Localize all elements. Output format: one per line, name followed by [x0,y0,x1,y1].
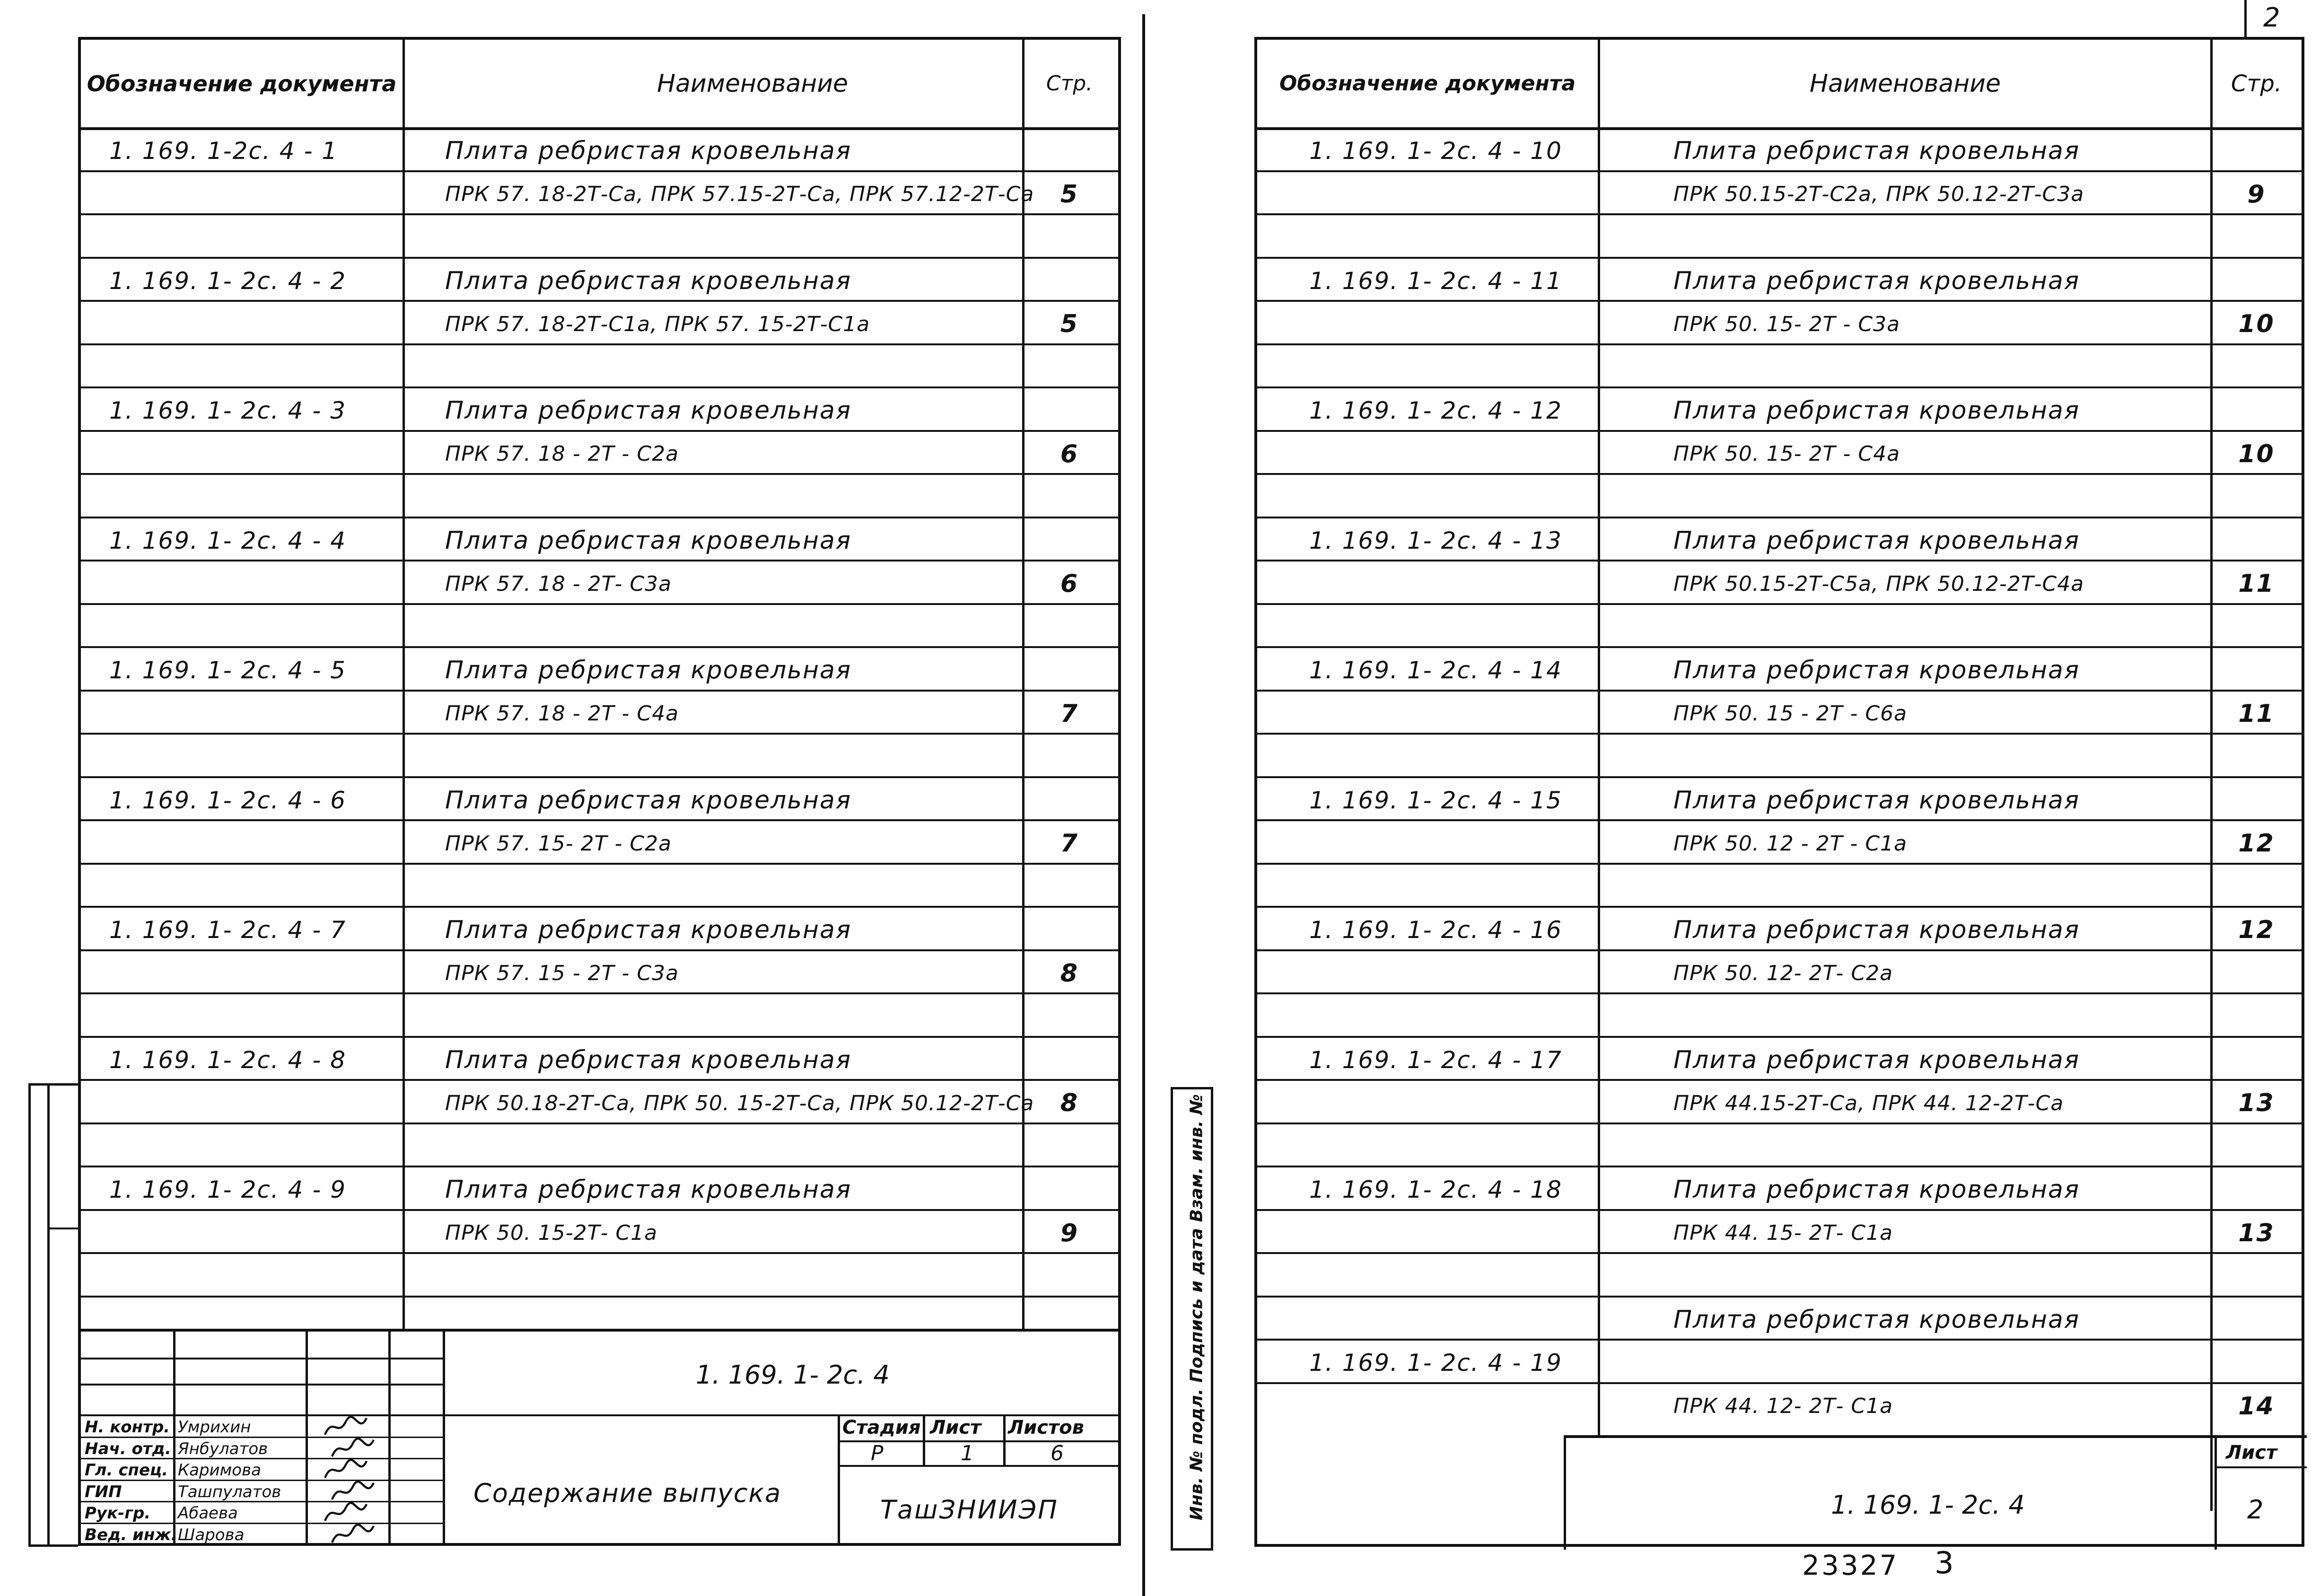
signatory-role: Гл. спец. [85,1461,168,1480]
row-rule [81,386,1118,388]
row-rule [1257,1122,2302,1124]
row-items: ПРК 50. 15 - 2Т - С6а [1673,702,1908,726]
row-code: 1. 169. 1- 2с. 4 - 9 [109,1176,347,1203]
row-page: 8 [1060,1089,1079,1117]
row-title: Плита ребристая кровельная [445,916,852,944]
tb-row-2 [81,1384,443,1386]
row-rule [1257,213,2302,215]
footer-page: 3 [1935,1546,1954,1581]
row-page: 11 [2238,570,2275,598]
row-rule [81,733,1118,735]
footer-number: 23327 [1802,1549,1899,1581]
row-items: ПРК 50.15-2Т-С5а, ПРК 50.12-2Т-С4а [1673,571,2084,596]
row-page: 6 [1060,439,1079,468]
row-title: Плита ребристая кровельная [445,1175,852,1204]
row-rule [81,1296,1118,1298]
row-rule [81,1122,1118,1124]
col-divider-1 [403,40,405,1329]
row-page: 10 [2238,439,2275,468]
signatory-name: Абаева [178,1504,238,1523]
row-rule [1257,1339,2302,1341]
row-rule [1257,1209,2302,1211]
table-header [81,40,1118,130]
row-rule [81,906,1118,908]
stage-value: Р [871,1441,884,1465]
row-code: 1. 169. 1- 2с. 4 - 8 [109,1046,347,1074]
row-code: 1. 169. 1- 2с. 4 - 13 [1309,526,1562,554]
header-name: Наименование [657,69,849,98]
row-title: Плита ребристая кровельная [445,1045,852,1074]
row-title: Плита ребристая кровельная [1673,137,2080,165]
row-title: Плита ребристая кровельная [445,786,852,815]
row-title: Плита ребристая кровельная [1673,1045,2080,1074]
row-code: 1. 169. 1- 2с. 4 - 2 [109,267,347,295]
row-rule [81,257,1118,259]
row-rule [81,430,1118,432]
row-rule [81,473,1118,475]
row-title: Плита ребристая кровельная [445,656,852,684]
row-page: 6 [1060,570,1079,598]
row-page: 13 [2238,1089,2275,1117]
row-rule [1257,170,2302,172]
contents-sheet-2 [1254,37,2304,1547]
contents-sheet-1 [78,37,1121,1546]
row-rule [81,776,1118,778]
row-rule [1257,1296,2302,1298]
tb-div-a [173,1332,175,1546]
top-page-number: 2 [2263,2,2280,33]
signature-mark [324,1522,381,1548]
row-title: Плита ребристая кровельная [1673,266,2080,295]
row-rule [1257,517,2302,518]
row-rule [1257,819,2302,821]
row-items: ПРК 50.18-2Т-Са, ПРК 50. 15-2Т-Са, ПРК 50.12-2Т-Са [445,1091,1034,1115]
row-rule [81,213,1118,215]
page-separator [1142,14,1145,1596]
row-title: Плита ребристая кровельная [1673,656,2080,684]
row-title: Плита ребристая кровельная [1673,916,2080,944]
row-items: ПРК 44. 15- 2Т- С1а [1673,1221,1893,1245]
row-title: Плита ребристая кровельная [445,526,852,555]
row-items: ПРК 50. 15- 2Т - С3а [1673,312,1900,336]
binding-strip-text: Инв. № подл. Подпись и дата Взам. инв. № [1187,1094,1207,1521]
row-page: 14 [2238,1392,2275,1421]
tb-div-c [388,1332,391,1546]
row-rule [1257,1166,2302,1167]
row-rule [1257,906,2302,908]
row-rule [81,300,1118,302]
row-code: 1. 169. 1- 2с. 4 - 15 [1309,786,1562,814]
row-rule [81,646,1118,648]
row-rule [1257,300,2302,302]
signatory-role: Рук-гр. [85,1504,151,1523]
signatory-name: Умрихин [178,1418,251,1437]
signatory-role: Нач. отд. [85,1439,171,1458]
binding-strip [1171,1087,1213,1551]
row-items: ПРК 57. 18 - 2Т- С3а [445,571,672,596]
row-rule [81,170,1118,172]
organization: ТашЗНИИЭП [880,1495,1059,1525]
row-rule [81,1036,1118,1038]
row-items: ПРК 57. 18-2Т-Са, ПРК 57.15-2Т-Са, ПРК 57.12-2Т-Са [445,182,1034,206]
tb2-row [2215,1466,2307,1468]
signatory-role: Вед. инж. [85,1525,177,1544]
row-rule [81,1209,1118,1211]
row-code: 1. 169. 1- 2с. 4 - 10 [1309,137,1562,165]
signatory-rule [81,1437,443,1438]
sheets-label: Листов [1008,1417,1084,1438]
row-code: 1. 169. 1- 2с. 4 - 4 [109,526,347,554]
row-page: 10 [2238,310,2275,338]
row-title: Плита ребристая кровельная [1673,526,2080,555]
row-items: ПРК 44. 12- 2Т- С1а [1673,1394,1893,1418]
header-designation-2: Обозначение документа [1279,71,1576,96]
tb-div-d [443,1332,445,1546]
row-rule [1257,733,2302,735]
sheet-value-2: 2 [2247,1495,2264,1525]
row-title: Плита ребристая кровельная [1673,396,2080,425]
row-code: 1. 169. 1- 2с. 4 - 7 [109,916,347,944]
signatory-name: Ташпулатов [178,1482,281,1501]
row-page: 12 [2238,829,2275,858]
row-code: 1. 169. 1- 2с. 4 - 19 [1309,1349,1562,1377]
row-rule [81,343,1118,345]
row-page: 7 [1060,699,1079,728]
row-items: ПРК 44.15-2Т-Са, ПРК 44. 12-2Т-Са [1673,1091,2064,1115]
row-rule [81,992,1118,994]
row-rule [1257,949,2302,951]
row-page: 5 [1060,180,1079,209]
row-rule [1257,430,2302,432]
table-header-2 [1257,40,2302,130]
row-rule [1257,257,2302,259]
row-items: ПРК 57. 15 - 2Т - С3а [445,961,679,985]
signatory-rule [81,1480,443,1481]
row-page: 13 [2238,1219,2275,1247]
row-page: 8 [1060,959,1079,988]
row-code: 1. 169. 1-2с. 4 - 1 [109,137,338,165]
row-title: Плита ребристая кровельная [445,266,852,295]
row-title: Плита ребристая кровельная [445,137,852,165]
signatory-name: Каримова [178,1461,261,1480]
row-items: ПРК 57. 18 - 2Т - С2а [445,442,679,466]
row-page: 9 [2247,180,2266,209]
row-rule [1257,386,2302,388]
row-page: 5 [1060,310,1079,338]
row-rule [81,863,1118,865]
row-rule [81,690,1118,692]
row-items: ПРК 50. 12- 2Т- С2а [1673,961,1893,985]
row-title: Плита ребристая кровельная [1673,1305,2080,1334]
row-code: 1. 169. 1- 2с. 4 - 6 [109,786,347,814]
row-page: 11 [2238,699,2275,728]
row-items: ПРК 57. 15- 2Т - С2а [445,831,672,856]
row-rule [81,517,1118,518]
document-code-2: 1. 169. 1- 2с. 4 [1831,1490,2025,1520]
row-title: Плита ребристая кровельная [1673,786,2080,815]
row-code: 1. 169. 1- 2с. 4 - 16 [1309,916,1562,944]
sheet-label-2: Лист [2226,1442,2277,1464]
row-rule [81,1079,1118,1081]
row-rule [1257,473,2302,475]
row-rule [81,560,1118,561]
signatory-name: Янбулатов [178,1439,268,1458]
row-rule [1257,1036,2302,1038]
signatory-role: Н. контр. [85,1418,170,1437]
stage-label: Стадия [842,1417,921,1438]
row-rule [1257,603,2302,605]
row-items: ПРК 50. 15- 2Т - С4а [1673,442,1900,466]
row-title: Плита ребристая кровельная [445,396,852,425]
left-binding-frame [28,1083,78,1547]
header-page-2: Стр. [2231,70,2282,97]
signatory-name: Шарова [178,1525,245,1544]
row-items: ПРК 50. 15-2Т- С1а [445,1221,658,1245]
tb-div-e [838,1414,840,1546]
row-code: 1. 169. 1- 2с. 4 - 5 [109,657,347,684]
tb-row-main [81,1414,1118,1416]
row-code: 1. 169. 1- 2с. 4 - 17 [1309,1046,1562,1074]
sheet-title: Содержание выпуска [473,1478,782,1508]
header-page: Стр. [1046,71,1093,96]
row-code: 1. 169. 1- 2с. 4 - 14 [1309,657,1562,684]
left-binding-tick [47,1228,78,1229]
row-page: 7 [1060,829,1079,858]
row-rule [1257,646,2302,648]
col-divider-3 [1598,40,1600,1435]
signatory-rule [81,1458,443,1459]
row-rule [81,1252,1118,1254]
row-page: 9 [1060,1219,1079,1247]
header-designation: Обозначение документа [87,70,397,96]
row-rule [1257,992,2302,994]
tb-div-b [306,1332,308,1546]
row-rule [1257,1252,2302,1254]
row-rule [1257,560,2302,561]
title-block-2 [1564,1435,2307,1550]
signatory-rule [81,1523,443,1524]
row-rule [81,1166,1118,1167]
row-code: 1. 169. 1- 2с. 4 - 3 [109,397,347,424]
row-items: ПРК 57. 18-2Т-С1а, ПРК 57. 15-2Т-С1а [445,312,870,336]
row-code: 1. 169. 1- 2с. 4 - 18 [1309,1176,1562,1203]
col-divider-2 [1022,40,1024,1329]
row-items: ПРК 57. 18 - 2Т - С4а [445,702,679,726]
sheets-value: 6 [1051,1441,1064,1465]
row-rule [1257,690,2302,692]
row-rule [1257,343,2302,345]
row-title: Плита ребристая кровельная [1673,1175,2080,1204]
sheet-value: 1 [961,1441,974,1465]
row-rule [1257,776,2302,778]
row-rule [81,603,1118,605]
row-code: 1. 169. 1- 2с. 4 - 11 [1309,267,1562,295]
sheet-label: Лист [930,1417,981,1438]
header-name-2: Наименование [1809,69,2001,98]
row-items: ПРК 50.15-2Т-С2а, ПРК 50.12-2Т-С3а [1673,182,2084,206]
row-rule [1257,1079,2302,1081]
tb2-div [2215,1438,2217,1550]
row-rule [1257,863,2302,865]
title-block [81,1329,1118,1546]
row-items: ПРК 50. 12 - 2Т - С1а [1673,831,1908,856]
col-divider-4 [2210,40,2213,1511]
signatory-role: ГИП [85,1482,122,1501]
row-rule [1257,1382,2302,1384]
row-rule [81,949,1118,951]
signatory-rule [81,1544,443,1545]
signatory-rule [81,1501,443,1502]
row-code: 1. 169. 1- 2с. 4 - 12 [1309,397,1562,424]
document-code: 1. 169. 1- 2с. 4 [696,1360,890,1390]
row-page: 12 [2238,916,2275,944]
left-binding-inner [47,1083,50,1547]
tb-row-1 [81,1358,443,1359]
row-rule [81,819,1118,821]
